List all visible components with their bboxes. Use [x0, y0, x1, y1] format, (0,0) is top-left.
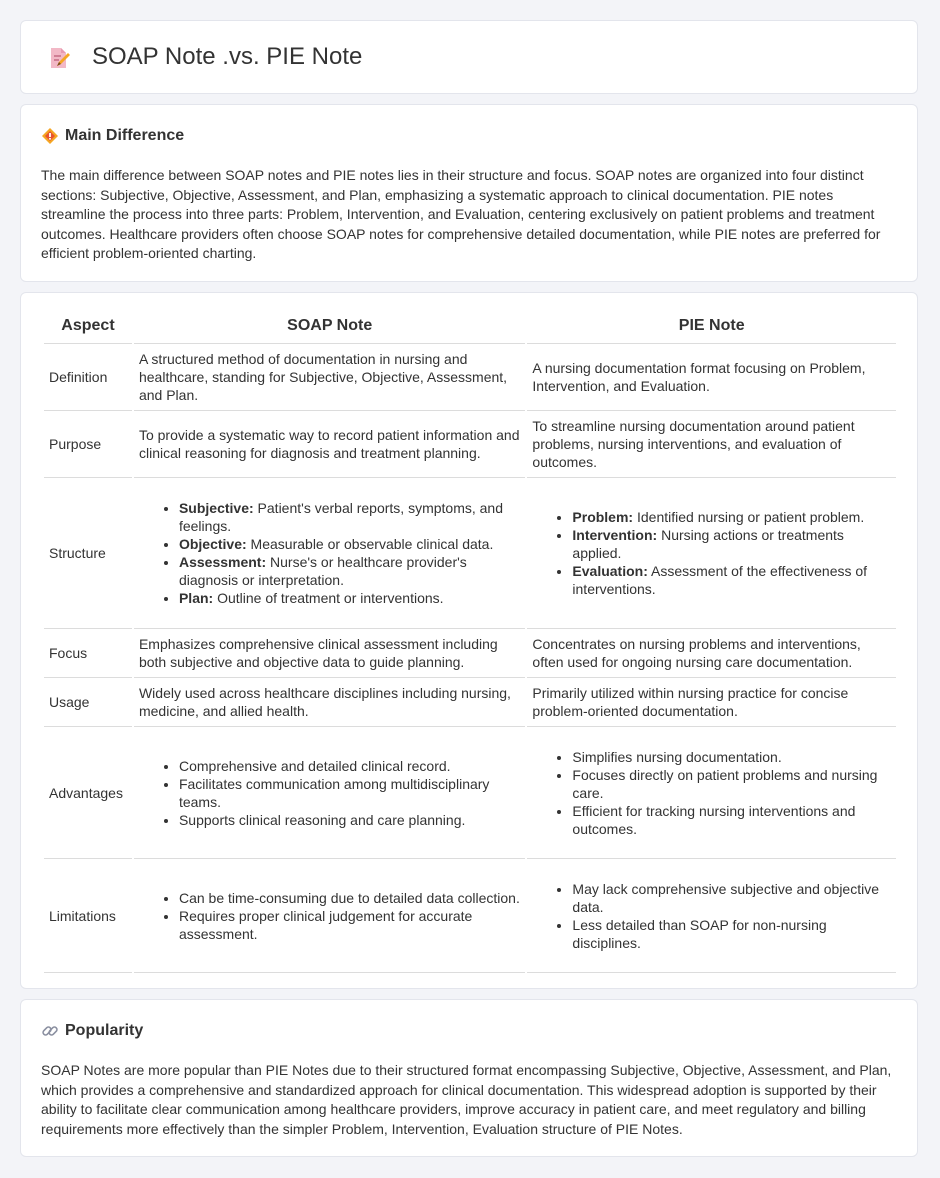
warning-diamond-icon — [41, 127, 59, 145]
list-text: Nurse's or healthcare provider's diagnosis or interpretation. — [178, 554, 467, 588]
list-term: Subjective: — [178, 500, 254, 516]
aspect-cell: Definition — [44, 344, 132, 411]
pie-cell — [527, 727, 896, 859]
list-item: • Efficient for tracking nursing interventions and outcomes. — [572, 802, 891, 838]
aspect-cell: Structure — [44, 478, 132, 629]
list-text: Measurable or observable clinical data. — [246, 536, 494, 552]
list-term: Intervention: — [572, 527, 658, 543]
popularity-text: SOAP Notes are more popular than PIE Notes due to their structured format encompassing Subjective, Objective, Assessment, and Plan, which provides a comprehensive and standardized approach for clinical documentation. This widespread adoption is supported by their ability to facilitate clear communication among healthcare providers, improve accuracy in patient care, and meet regulatory and billing requirements more effectively than the simpler Problem, Intervention, Evaluation structure of PIE Notes. — [41, 1062, 892, 1137]
comparison-table-card — [20, 292, 918, 989]
pie-cell — [527, 478, 896, 629]
pie-cell — [527, 859, 896, 973]
pie-cell: Primarily utilized within nursing practice for concise problem-oriented documentation. — [527, 678, 896, 727]
header-pie: PIE Note — [527, 313, 896, 344]
popularity-heading: Popularity — [65, 1022, 144, 1039]
soap-cell — [134, 859, 525, 973]
pie-cell: Concentrates on nursing problems and interventions, often used for ongoing nursing care documentation. — [527, 629, 896, 678]
list-item: • Less detailed than SOAP for non-nursing disciplines. — [572, 916, 891, 952]
soap-limitations-list — [139, 889, 520, 943]
list-item — [572, 562, 891, 598]
aspect-cell: Usage — [44, 678, 132, 727]
page-title: SOAP Note .vs. PIE Note — [92, 43, 363, 70]
list-term: Evaluation: — [572, 563, 648, 579]
list-term: Problem: — [572, 509, 634, 525]
row-focus — [44, 629, 896, 678]
list-item: • Comprehensive and detailed clinical record. — [179, 757, 520, 775]
list-text: Identified nursing or patient problem. — [633, 509, 865, 525]
row-usage — [44, 678, 896, 727]
soap-cell: Widely used across healthcare disciplines including nursing, medicine, and allied health. — [134, 678, 525, 727]
pie-limitations-list — [532, 880, 891, 952]
aspect-cell: Focus — [44, 629, 132, 678]
list-term: Plan: — [178, 590, 214, 606]
soap-advantages-list — [139, 757, 520, 829]
list-item — [179, 553, 520, 589]
row-limitations — [44, 859, 896, 973]
list-item: • Supports clinical reasoning and care planning. — [179, 811, 520, 829]
list-item: • Requires proper clinical judgement for accurate assessment. — [179, 907, 520, 943]
row-structure — [44, 478, 896, 629]
list-item: • Simplifies nursing documentation. — [572, 748, 891, 766]
aspect-cell: Limitations — [44, 859, 132, 973]
document-pencil-icon — [47, 46, 71, 70]
list-item: • Focuses directly on patient problems and nursing care. — [572, 766, 891, 802]
list-text: Outline of treatment or interventions. — [213, 590, 444, 606]
soap-cell: A structured method of documentation in nursing and healthcare, standing for Subjective, Objective, Assessment, and Plan. — [134, 344, 525, 411]
row-definition — [44, 344, 896, 411]
title-card — [20, 20, 918, 94]
list-term: Objective: — [178, 536, 247, 552]
pie-structure-list — [532, 508, 891, 598]
header-aspect: Aspect — [44, 313, 132, 344]
list-text: Assessment of the effectiveness of interventions. — [572, 563, 868, 597]
comparison-table — [42, 313, 898, 973]
row-advantages — [44, 727, 896, 859]
pie-advantages-list — [532, 748, 891, 838]
pie-cell: A nursing documentation format focusing on Problem, Intervention, and Evaluation. — [527, 344, 896, 411]
list-item: • May lack comprehensive subjective and objective data. — [572, 880, 891, 916]
aspect-cell: Purpose — [44, 411, 132, 478]
list-item — [179, 589, 520, 607]
list-term: Assessment: — [178, 554, 267, 570]
list-item — [572, 526, 891, 562]
list-text: Patient's verbal reports, symptoms, and feelings. — [178, 500, 504, 534]
list-item — [572, 508, 891, 526]
soap-cell: To provide a systematic way to record patient information and clinical reasoning for diagnosis and treatment planning. — [134, 411, 525, 478]
main-difference-card — [20, 104, 918, 282]
link-icon — [41, 1022, 59, 1040]
list-item — [179, 535, 520, 553]
list-item: • Can be time-consuming due to detailed data collection. — [179, 889, 520, 907]
pie-cell: To streamline nursing documentation around patient problems, nursing interventions, and evaluation of outcomes. — [527, 411, 896, 478]
soap-cell — [134, 727, 525, 859]
popularity-card — [20, 999, 918, 1157]
list-item — [179, 499, 520, 535]
list-text: Nursing actions or treatments applied. — [572, 527, 844, 561]
main-difference-heading: Main Difference — [65, 127, 185, 144]
list-item: • Facilitates communication among multidisciplinary teams. — [179, 775, 520, 811]
row-purpose — [44, 411, 896, 478]
soap-cell — [134, 478, 525, 629]
main-difference-text: The main difference between SOAP notes and PIE notes lies in their structure and focus. SOAP notes are organized into four distinct sections: Subjective, Objective, Assessment, and Plan, emphasizing a systematic approach to clinical documentation. PIE notes streamline the process into three parts: Problem, Intervention, and Evaluation, centering exclusively on patient problems and treatment outcomes. Healthcare providers often choose SOAP notes for comprehensive detailed documentation, while PIE notes are preferred for efficient problem-oriented charting. — [41, 167, 881, 261]
aspect-cell: Advantages — [44, 727, 132, 859]
soap-cell: Emphasizes comprehensive clinical assessment including both subjective and objective data to guide planning. — [134, 629, 525, 678]
soap-structure-list — [139, 499, 520, 607]
table-header-row — [44, 313, 896, 344]
header-soap: SOAP Note — [134, 313, 525, 344]
